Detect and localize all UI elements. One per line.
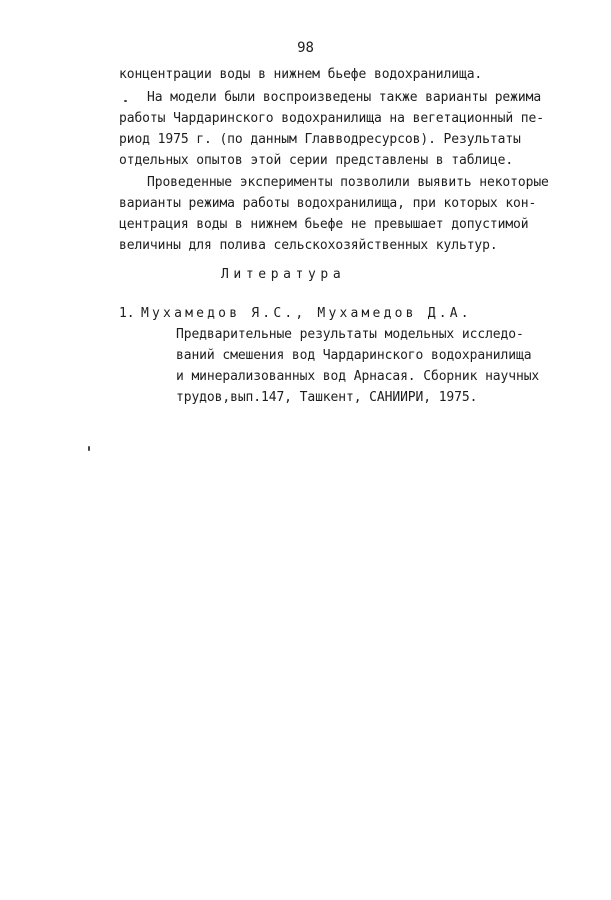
body-line-9: величины для полива сельскохозяйственных культур. [119, 238, 498, 253]
reference-line-2: ваний смешения вод Чардаринского водохранилища [176, 348, 532, 363]
reference-line-3: и минерализованных вод Арнасая. Сборник научных [176, 369, 540, 384]
page-number: 98 [297, 40, 314, 56]
references-heading: Литература [221, 267, 346, 282]
reference-number: 1. [119, 306, 135, 321]
scan-speck [124, 100, 127, 102]
reference-authors: Мухамедов Я.С., Мухамедов Д.А. [141, 306, 472, 321]
body-line-2: На модели были воспроизведены также варианты режима [147, 90, 542, 105]
body-line-3: работы Чардаринского водохранилища на вегетационный пе- [119, 111, 544, 126]
scan-speck [88, 446, 90, 451]
body-line-8: центрация воды в нижнем бьефе не превышает допустимой [119, 217, 529, 232]
reference-line-4: трудов,вып.147, Ташкент, САНИИРИ, 1975. [176, 390, 478, 405]
body-line-4: риод 1975 г. (по данным Главводресурсов). Результаты [119, 132, 521, 147]
reference-line-1: Предварительные результаты модельных исследо- [176, 327, 524, 342]
body-line-6: Проведенные эксперименты позволили выявить некоторые [147, 175, 549, 190]
body-line-1: концентрации воды в нижнем бьефе водохранилища. [119, 67, 483, 82]
body-line-5: отдельных опытов этой серии представлены в таблице. [119, 153, 514, 168]
body-line-7: варианты режима работы водохранилища, при которых кон- [119, 196, 537, 211]
